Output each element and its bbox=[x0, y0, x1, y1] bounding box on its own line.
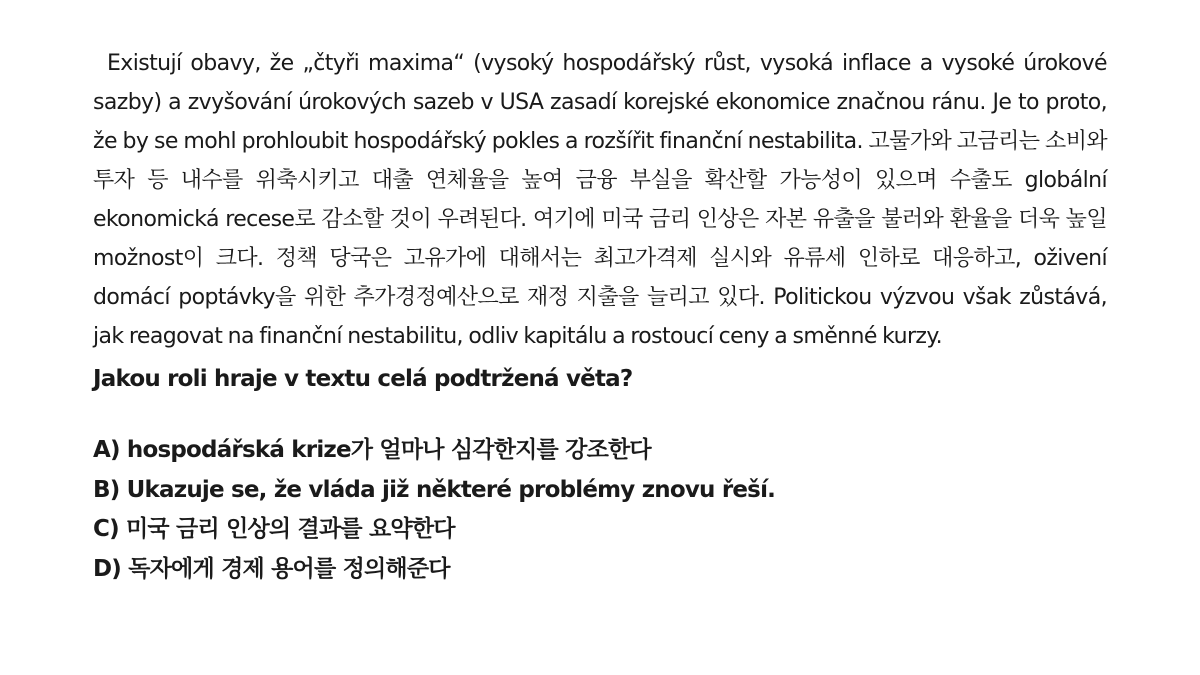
reading-passage: Existují obavy, že „čtyři maxima“ (vysoký hospodářský růst, vysoká inflace a vysoké úrokové sazby) a zvyšování úrokových sazeb v USA zasadí korejské ekonomice značnou ránu. Je to proto, že by se mohl prohloubit hospodářský pokles a rozšířit finanční nestabilita. 고물가와 고금리는 소비와 투자 등 내수를 위축시키고 대출 연체율을 높여 금융 부실을 확산할 가능성이 있으며 수출도 globální ekonomická recese로 감소할 것이 우려된다. 여기에 미국 금리 인상은 자본 유출을 불러와 환율을 더욱 높일 možnost이 크다. 정책 당국은 고유가에 대해서는 최고가격제 실시와 유류세 인하로 대응하고, oživení domácí poptávky을 위한 추가경정예산으로 재정 지출을 늘리고 있다. Politickou výzvou však zůstává, jak reagovat na finanční nestabilitu, odliv kapitálu a rostoucí ceny a směnné kurzy. bbox=[93, 51, 1107, 349]
answer-option-d[interactable]: D) 독자에게 경제 용어를 정의해준다 bbox=[93, 555, 450, 582]
question-prompt: Jakou roli hraje v textu celá podtržená věta? bbox=[93, 366, 633, 392]
answer-option-b[interactable]: B) Ukazuje se, že vláda již některé problémy znovu řeší. bbox=[93, 476, 776, 503]
answer-option-a[interactable]: A) hospodářská krize가 얼마나 심각한지를 강조한다 bbox=[93, 437, 651, 463]
answer-option-c[interactable]: C) 미국 금리 인상의 결과를 요약한다 bbox=[93, 516, 455, 542]
answer-options bbox=[93, 431, 1107, 589]
question-content bbox=[93, 44, 1107, 589]
